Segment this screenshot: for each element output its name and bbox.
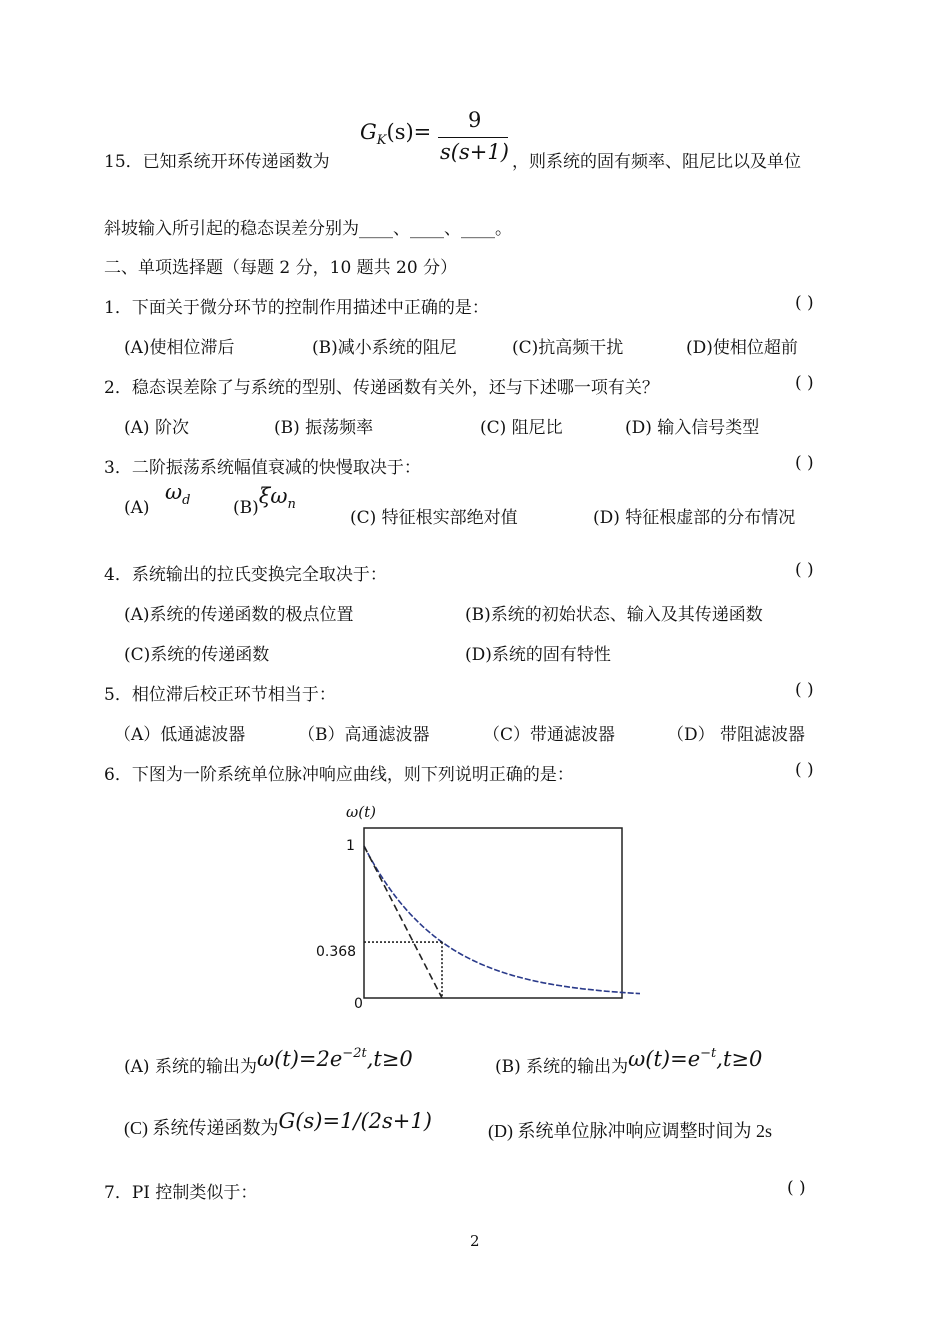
impulse-response-plot bbox=[310, 800, 640, 1020]
q6-b-formula: ω(t)=e bbox=[628, 1047, 701, 1071]
formula-arg: (s)= bbox=[386, 120, 432, 144]
plot-tick-0: 0 bbox=[354, 996, 363, 1012]
q3-b-label: (B) bbox=[233, 498, 259, 518]
q3-option-d[interactable]: (D) 特征根虚部的分布情况 bbox=[593, 508, 796, 528]
xi-omega-n-symbol: ξω bbox=[258, 484, 288, 508]
q15-prefix: 15．已知系统开环传递函数为 bbox=[104, 152, 330, 172]
q3-a-label: (A) bbox=[124, 498, 150, 518]
q6-c-text: (C) 系统传递函数为 bbox=[124, 1118, 279, 1138]
q15-line2: 斜坡输入所引起的稳态误差分别为____、____、____。 bbox=[104, 219, 512, 239]
formula-denominator: s(s+1) bbox=[440, 140, 509, 164]
q1-stem: 1．下面关于微分环节的控制作用描述中正确的是： bbox=[104, 298, 489, 318]
q3-option-b[interactable] bbox=[233, 484, 296, 522]
q4-stem: 4．系统输出的拉氏变换完全取决于： bbox=[104, 565, 387, 585]
q5-stem: 5．相位滞后校正环节相当于： bbox=[104, 685, 336, 705]
q4-option-d[interactable]: (D)系统的固有特性 bbox=[465, 645, 611, 665]
fraction-bar bbox=[438, 137, 508, 138]
q4-answer-blank[interactable]: ( ) bbox=[795, 560, 814, 580]
q3-option-a[interactable] bbox=[124, 480, 191, 522]
q6-stem: 6．下图为一阶系统单位脉冲响应曲线，则下列说明正确的是： bbox=[104, 765, 574, 785]
q6-option-c[interactable] bbox=[124, 1109, 432, 1140]
response-curve bbox=[364, 846, 640, 997]
q4-option-b[interactable]: (B)系统的初始状态、输入及其传递函数 bbox=[465, 605, 763, 625]
formula-g: G bbox=[360, 120, 377, 144]
xi-omega-n-sub: n bbox=[287, 497, 296, 512]
q6-b-text: (B) 系统的输出为 bbox=[495, 1057, 629, 1077]
q2-stem: 2．稳态误差除了与系统的型别、传递函数有关外，还与下述哪一项有关？ bbox=[104, 378, 659, 398]
q1-option-a[interactable]: (A)使相位滞后 bbox=[124, 338, 235, 358]
plot-area bbox=[310, 800, 640, 1020]
q6-b-tail: ,t≥0 bbox=[716, 1047, 763, 1071]
formula-numerator: 9 bbox=[468, 108, 482, 132]
q5-option-a[interactable]: （A）低通滤波器 bbox=[114, 725, 246, 745]
q3-option-c[interactable]: (C) 特征根实部绝对值 bbox=[350, 508, 518, 528]
q6-option-d[interactable]: (D) 系统单位脉冲响应调整时间为 2s bbox=[488, 1121, 772, 1141]
q6-a-exponent: −2t bbox=[342, 1046, 367, 1061]
omega-d-symbol: ω bbox=[164, 480, 183, 504]
q5-answer-blank[interactable]: ( ) bbox=[795, 680, 814, 700]
q6-a-formula: ω(t)=2e bbox=[256, 1047, 343, 1071]
q5-option-b[interactable]: （B）高通滤波器 bbox=[298, 725, 430, 745]
q7-stem: 7．PI 控制类似于： bbox=[104, 1183, 258, 1203]
plot-ylabel: ω(t) bbox=[346, 803, 376, 821]
q2-answer-blank[interactable]: ( ) bbox=[795, 373, 814, 393]
q1-answer-blank[interactable]: ( ) bbox=[795, 293, 814, 313]
omega-d-sub: d bbox=[182, 493, 191, 508]
q6-a-tail: ,t≥0 bbox=[366, 1047, 413, 1071]
q1-option-b[interactable]: (B)减小系统的阻尼 bbox=[312, 338, 457, 358]
q3-answer-blank[interactable]: ( ) bbox=[795, 453, 814, 473]
q7-answer-blank[interactable]: ( ) bbox=[787, 1178, 806, 1198]
q4-option-c[interactable]: (C)系统的传递函数 bbox=[124, 645, 270, 665]
page-number: 2 bbox=[470, 1232, 480, 1250]
q6-answer-blank[interactable]: ( ) bbox=[795, 760, 814, 780]
plot-tick-0368: 0.368 bbox=[316, 944, 357, 960]
q6-option-b[interactable] bbox=[495, 1046, 763, 1077]
section-heading: 二、单项选择题（每题 2 分，10 题共 20 分） bbox=[104, 258, 458, 278]
q6-c-formula: G(s)=1/(2s+1) bbox=[278, 1109, 432, 1133]
plot-frame bbox=[364, 828, 622, 998]
q2-option-c[interactable]: (C) 阻尼比 bbox=[480, 418, 563, 438]
q5-option-d[interactable]: （D） 带阻滤波器 bbox=[667, 725, 806, 745]
formula-sub-k: K bbox=[376, 133, 387, 148]
q2-option-d[interactable]: (D) 输入信号类型 bbox=[625, 418, 760, 438]
tangent-line bbox=[364, 846, 442, 998]
q4-option-a[interactable]: (A)系统的传递函数的极点位置 bbox=[124, 605, 354, 625]
q1-option-c[interactable]: (C)抗高频干扰 bbox=[512, 338, 624, 358]
q15-suffix: ，则系统的固有频率、阻尼比以及单位 bbox=[512, 152, 801, 172]
q6-option-a[interactable] bbox=[124, 1046, 413, 1077]
q2-option-b[interactable]: (B) 振荡频率 bbox=[274, 418, 374, 438]
q15-formula bbox=[360, 110, 520, 170]
q3-stem: 3．二阶振荡系统幅值衰减的快慢取决于： bbox=[104, 458, 421, 478]
q2-option-a[interactable]: (A) 阶次 bbox=[124, 418, 189, 438]
q1-option-d[interactable]: (D)使相位超前 bbox=[686, 338, 798, 358]
q6-a-text: (A) 系统的输出为 bbox=[124, 1057, 257, 1077]
q6-b-exponent: −t bbox=[700, 1046, 717, 1061]
q5-option-c[interactable]: （C）带通滤波器 bbox=[483, 725, 616, 745]
plot-tick-1: 1 bbox=[346, 838, 355, 854]
